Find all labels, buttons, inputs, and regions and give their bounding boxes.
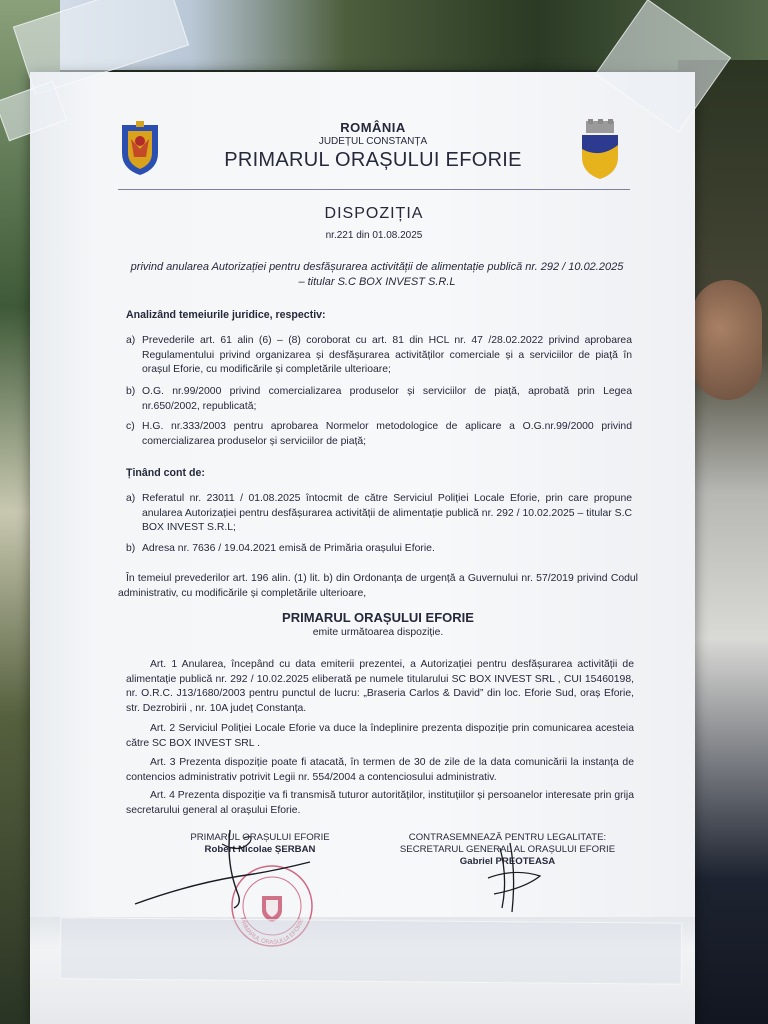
mayor-name: Robert Nicolae ȘERBAN — [204, 844, 316, 855]
secretary-role: CONTRASEMNEAZĂ PENTRU LEGALITATE: — [408, 832, 607, 843]
document-title: DISPOZIȚIA — [324, 205, 424, 222]
legal-basis-item — [126, 385, 632, 414]
considering-item — [126, 542, 632, 557]
item-text: Referatul nr. 23011 / 01.08.2025 întocmit de către Serviciul Poliției Locale Eforie, prin care propune anularea Autorizației pentru desfășurarea activității de alimentație publică nr. 292 / 10.02.2025 – titular S.C BOX INVEST S.R.L; — [142, 493, 632, 533]
considering-label: Ținând cont de: — [126, 467, 205, 479]
issues-text: emite următoarea dispoziție. — [312, 627, 444, 638]
mayor-role: PRIMARUL ORAȘULUI EFORIE — [190, 832, 330, 843]
authority-name: PRIMARUL ORAȘULUI EFORIE — [224, 149, 522, 171]
header-divider — [118, 189, 630, 190]
item-letter: a) — [126, 335, 136, 346]
legal-basis-item — [126, 334, 632, 378]
decree-paper — [30, 72, 695, 1024]
subject-line-2: – titular S.C BOX INVEST S.R.L — [298, 276, 456, 288]
subject-line-1: privind anularea Autorizației pentru desfășurarea activității de alimentație publică nr. 292 / 10.02.2025 — [130, 261, 624, 273]
item-text: H.G. nr.333/2003 pentru aprobarea Normelor metodologice de aplicare a O.G.nr.99/2000 privind comercializarea produselor și serviciilor de piață; — [142, 421, 632, 447]
legal-ground-paragraph: În temeiul prevederilor art. 196 alin. (1) lit. b) din Ordonanța de urgență a Guvernului nr. 57/2019 privind Codul administrativ, cu modificările și completările ulterioare, — [118, 573, 638, 599]
item-text: Prevederile art. 61 alin (6) – (8) coroborat cu art. 81 din HCL nr. 47 /28.02.2022 privind aprobarea Regulamentului privind organizarea și desfășurarea activităților comerciale și a serviciilor de piață în orașul Eforie, cu modificările și completările ulterioare; — [142, 335, 632, 375]
item-text: O.G. nr.99/2000 privind comercializarea produselor și serviciilor de piață, aprobată prin Legea nr.650/2002, republicată; — [142, 386, 632, 412]
article-1: Art. 1 Anularea, începând cu data emiterii prezentei, a Autorizației pentru desfășurarea activității de alimentație publică nr. 292 / 10.02.2025 eliberată pe numele titularului SC BOX INVEST SRL , CUI 15460198, nr. O.R.C. J13/1680/2003 pentru punctul de lucru: „Braseria Carlos & David” din loc. Eforie Sud, oraș Eforie, str. Dezrobirii , nr. 10A județ Constanța. — [126, 659, 634, 714]
item-letter: b) — [126, 386, 136, 397]
considering-item — [126, 492, 632, 536]
country-name: ROMÂNIA — [340, 120, 406, 135]
article-3: Art. 3 Prezenta dispoziție poate fi atacată, în termen de 30 de zile de la data comunicării la instanța de contencios administrativ potrivit Legii nr. 554/2004 a contenciosului administrativ. — [126, 757, 634, 783]
item-letter: a) — [126, 493, 136, 504]
item-text: Adresa nr. 7636 / 19.04.2021 emisă de Primăria orașului Eforie. — [142, 543, 435, 554]
issuer-heading: PRIMARUL ORAȘULUI EFORIE — [282, 610, 474, 625]
article-4: Art. 4 Prezenta dispoziție va fi transmisă tuturor autorităților, instituțiilor și persoanelor interesate prin grija secretarului general al orașului Eforie. — [126, 790, 634, 816]
legal-basis-label: Analizând temeiurile juridice, respectiv: — [126, 309, 326, 321]
legal-basis-item — [126, 420, 632, 449]
tape-bottom — [60, 917, 683, 984]
mayor-handwritten-signature — [130, 824, 330, 914]
item-letter: b) — [126, 543, 136, 554]
document-header — [118, 120, 628, 172]
reflection-person — [692, 280, 762, 400]
county-name: JUDEȚUL CONSTANȚA — [318, 136, 428, 147]
secretary-name: Gabriel PREOTEASA — [459, 856, 556, 867]
article-2: Art. 2 Serviciul Poliției Locale Eforie va duce la îndeplinire prezenta dispoziție prin comunicarea acesteia către SC BOX INVEST SRL . — [126, 723, 634, 749]
secretary-handwritten-signature — [480, 838, 550, 918]
document-subject — [118, 260, 636, 290]
document-number: nr.221 din 01.08.2025 — [325, 230, 423, 241]
stamp-lettering: PRIMARUL ORAȘULUI EFORIE — [238, 916, 306, 947]
secretary-role-2: SECRETARUL GENERAL AL ORAȘULUI EFORIE — [399, 844, 616, 855]
item-letter: c) — [126, 421, 135, 432]
